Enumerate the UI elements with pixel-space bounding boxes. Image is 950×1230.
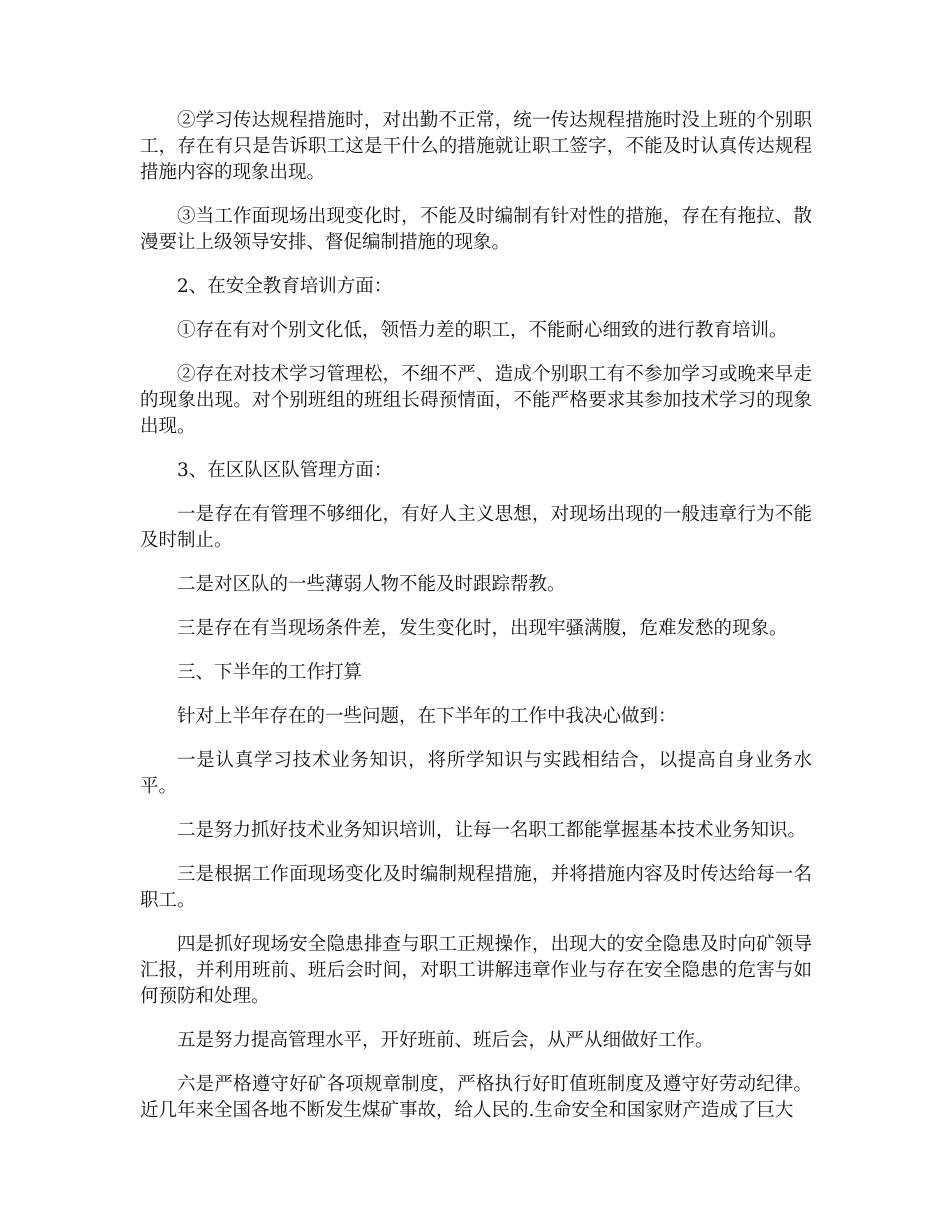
paragraph-transmit-measures: ②学习传达规程措施时，对出勤不正常，统一传达规程措施时没上班的个别职工，存在有只是告诉职工这是干什么的措施就让职工签字，不能及时认真传达规程措施内容的现象出现。 — [140, 110, 812, 183]
paragraph-plan-intro: 针对上半年存在的一些问题，在下半年的工作中我决心做到： — [177, 706, 677, 727]
heading-team-management: 3、在区队区队管理方面： — [177, 460, 393, 481]
paragraph-plan-2: 二是努力抓好技术业务知识培训，让每一名职工都能掌握基本技术业务知识。 — [177, 820, 807, 841]
paragraph-training-issue-2: ②存在对技术学习管理松，不细不严、造成个别职工有不参加学习或晚来早走的现象出现。对个别班组的班组长碍预情面，不能严格要求其参加技术学习的现象出现。 — [140, 364, 812, 437]
paragraph-site-changes: ③当工作面现场出现变化时，不能及时编制有针对性的措施，存在有拖拉、散漫要让上级领导安排、督促编制措施的现象。 — [140, 206, 812, 253]
heading-second-half-plan: 三、下半年的工作打算 — [177, 662, 363, 683]
paragraph-training-issue-1: ①存在有对个别文化低，领悟力差的职工，不能耐心细致的进行教育培训。 — [177, 320, 788, 341]
paragraph-management-issue-2: 二是对区队的一些薄弱人物不能及时跟踪帮教。 — [177, 574, 566, 595]
paragraph-plan-1: 一是认真学习技术业务知识，将所学知识与实践相结合，以提高自身业务水平。 — [140, 750, 812, 797]
paragraph-management-issue-3: 三是存在有当现场条件差，发生变化时，出现牢骚满腹，危难发愁的现象。 — [177, 618, 788, 639]
paragraph-plan-4: 四是抓好现场安全隐患排查与职工正规操作，出现大的安全隐患及时向矿领导汇报，并利用班前、班后会时间，对职工讲解违章作业与存在安全隐患的危害与如何预防和处理。 — [140, 934, 812, 1007]
paragraph-management-issue-1: 一是存在有管理不够细化，有好人主义思想，对现场出现的一般违章行为不能及时制止。 — [140, 504, 812, 551]
heading-safety-training: 2、在安全教育培训方面： — [177, 276, 393, 297]
paragraph-plan-3: 三是根据工作面现场变化及时编制规程措施，并将措施内容及时传达给每一名职工。 — [140, 864, 812, 911]
document-body — [140, 108, 812, 1142]
paragraph-plan-5: 五是努力提高管理水平，开好班前、班后会，从严从细做好工作。 — [177, 1030, 714, 1051]
paragraph-plan-6: 六是严格遵守好矿各项规章制度，严格执行好盯值班制度及遵守好劳动纪律。近几年来全国各地不断发生煤矿事故，给人民的.生命安全和国家财产造成了巨大 — [140, 1074, 812, 1121]
